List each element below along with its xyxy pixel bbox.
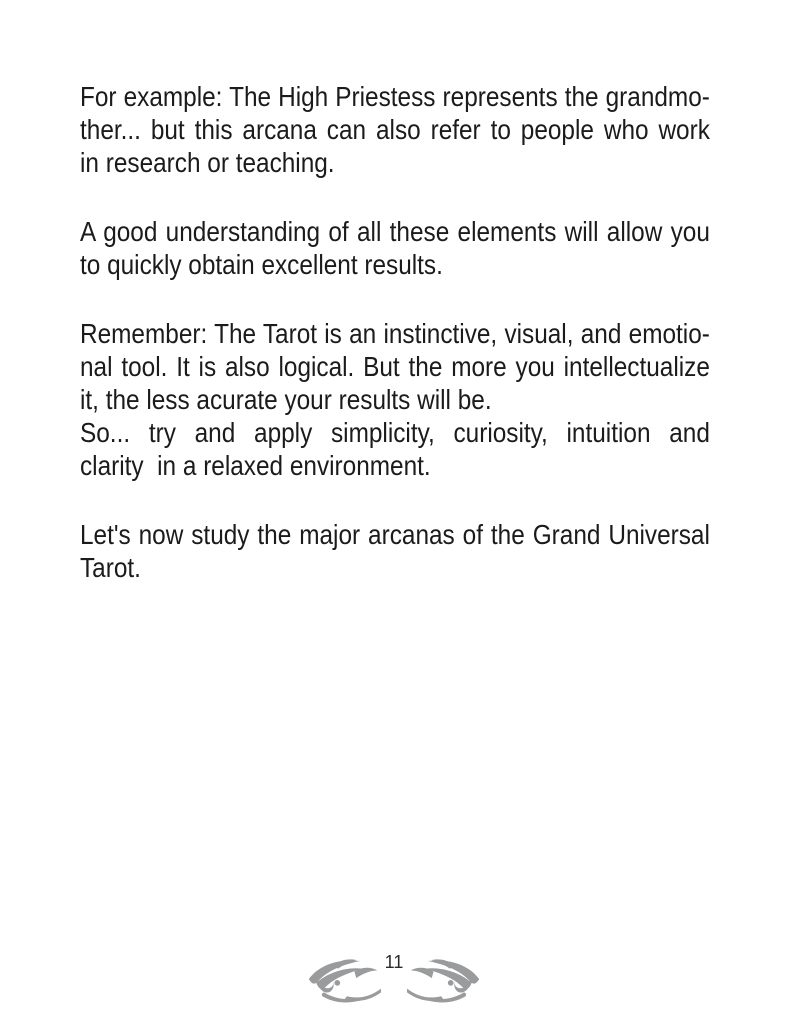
page-text [80, 80, 710, 620]
text-line: it, the less acurate your results will be. [80, 384, 492, 415]
page-number: 11 [384, 952, 404, 972]
page-footer [305, 950, 483, 1006]
text-line: to quickly obtain excellent results. [80, 249, 443, 280]
paragraph [80, 80, 710, 179]
text-line: For example: The High Priestess represents the grandmo- [80, 81, 710, 112]
floral-flourish-icon [407, 956, 483, 1006]
text-line: Let's now study the major arcanas of the Grand Universal [80, 519, 710, 550]
text-column [80, 80, 710, 584]
text-line: Tarot. [80, 552, 141, 583]
paragraph [80, 215, 710, 281]
text-line: A good understanding of all these elements will allow you [80, 216, 710, 247]
paragraph [80, 317, 710, 482]
floral-flourish-icon [305, 956, 381, 1006]
text-line: So... try and apply simplicity, curiosity, intuition and [80, 417, 710, 448]
text-line: Remember: The Tarot is an instinctive, visual, and emotio- [80, 318, 710, 349]
text-line: nal tool. It is also logical. But the more you intellectualize [80, 351, 710, 382]
text-line: clarity in a relaxed environment. [80, 450, 431, 481]
text-line: ther... but this arcana can also refer to people who work [80, 114, 710, 145]
paragraph [80, 518, 710, 584]
text-line: in research or teaching. [80, 147, 335, 178]
